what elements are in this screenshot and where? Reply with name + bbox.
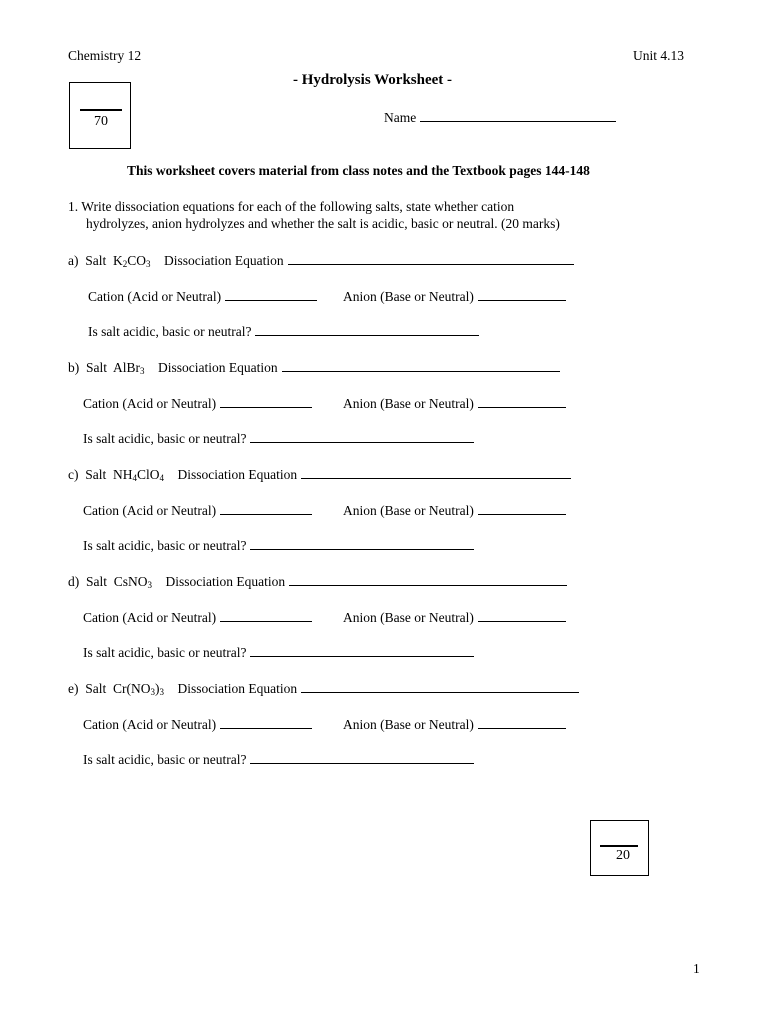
- unit-label: Unit 4.13: [633, 48, 685, 63]
- section-marks: 20: [616, 848, 630, 863]
- cation-label: Cation (Acid or Neutral): [83, 610, 217, 625]
- dissociation-label: Dissociation Equation: [177, 681, 298, 696]
- acidity-label: Is salt acidic, basic or neutral?: [83, 752, 247, 767]
- cation-blank[interactable]: [220, 395, 312, 408]
- salt-letter: d): [68, 574, 80, 589]
- anion-label: Anion (Base or Neutral): [343, 503, 474, 518]
- salt-formula: CsNO$_3$: [113, 574, 153, 590]
- total-marks: 70: [94, 114, 108, 129]
- anion-label: Anion (Base or Neutral): [343, 289, 474, 304]
- score-line: [600, 845, 638, 847]
- cation-row: [88, 288, 317, 305]
- anion-row: [343, 502, 566, 519]
- anion-row: [343, 395, 566, 412]
- name-label: Name: [384, 110, 417, 125]
- cation-blank[interactable]: [225, 288, 317, 301]
- dissociation-blank[interactable]: [289, 573, 567, 586]
- salt-prefix: Salt: [85, 681, 107, 696]
- salt-row: [68, 252, 574, 269]
- salt-row: [68, 359, 560, 376]
- total-marks-box: [69, 82, 131, 149]
- anion-row: [343, 288, 566, 305]
- dissociation-label: Dissociation Equation: [177, 467, 298, 482]
- salt-letter: e): [68, 681, 79, 696]
- dissociation-blank[interactable]: [301, 466, 571, 479]
- page-number: 1: [693, 961, 700, 976]
- page-title: - Hydrolysis Worksheet -: [293, 72, 453, 88]
- anion-blank[interactable]: [478, 502, 566, 515]
- cation-row: [83, 716, 312, 733]
- salt-prefix: Salt: [86, 574, 108, 589]
- acidity-blank[interactable]: [250, 751, 474, 764]
- acidity-blank[interactable]: [250, 430, 474, 443]
- acidity-blank[interactable]: [255, 323, 479, 336]
- salt-prefix: Salt: [85, 253, 107, 268]
- acidity-blank[interactable]: [250, 537, 474, 550]
- cation-blank[interactable]: [220, 502, 312, 515]
- acidity-label: Is salt acidic, basic or neutral?: [83, 538, 247, 553]
- dissociation-label: Dissociation Equation: [164, 253, 284, 268]
- salt-letter: b): [68, 360, 80, 375]
- cation-label: Cation (Acid or Neutral): [83, 396, 217, 411]
- cation-label: Cation (Acid or Neutral): [88, 289, 222, 304]
- acidity-row: [83, 644, 474, 661]
- section-marks-box: [590, 820, 649, 876]
- anion-label: Anion (Base or Neutral): [343, 717, 474, 732]
- cation-row: [83, 502, 312, 519]
- salt-row: [68, 466, 571, 483]
- dissociation-label: Dissociation Equation: [165, 574, 286, 589]
- acidity-label: Is salt acidic, basic or neutral?: [83, 645, 247, 660]
- dissociation-blank[interactable]: [301, 680, 579, 693]
- anion-blank[interactable]: [478, 395, 566, 408]
- salt-prefix: Salt: [86, 360, 108, 375]
- cation-row: [83, 395, 312, 412]
- acidity-row: [83, 430, 474, 447]
- anion-blank[interactable]: [478, 609, 566, 622]
- salt-formula: $K_2CO_3$: [113, 253, 151, 269]
- salt-prefix: Salt: [85, 467, 107, 482]
- salt-formula: AlBr$_3$: [113, 360, 145, 376]
- anion-blank[interactable]: [478, 288, 566, 301]
- salt-letter: a): [68, 253, 79, 268]
- dissociation-blank[interactable]: [282, 359, 560, 372]
- acidity-row: [83, 751, 474, 768]
- salt-row: [68, 680, 579, 697]
- cation-blank[interactable]: [220, 609, 312, 622]
- acidity-label: Is salt acidic, basic or neutral?: [88, 324, 252, 339]
- dissociation-blank[interactable]: [288, 252, 574, 265]
- question-1-line-1: 1. Write dissociation equations for each of the following salts, state whether cation: [68, 199, 515, 214]
- anion-blank[interactable]: [478, 716, 566, 729]
- course-label: Chemistry 12: [68, 48, 142, 63]
- acidity-row: [88, 323, 479, 340]
- cation-row: [83, 609, 312, 626]
- salt-letter: c): [68, 467, 79, 482]
- anion-row: [343, 716, 566, 733]
- salt-formula: $NH_4ClO_4$: [113, 467, 165, 483]
- dissociation-label: Dissociation Equation: [158, 360, 278, 375]
- name-field[interactable]: [384, 109, 616, 126]
- acidity-label: Is salt acidic, basic or neutral?: [83, 431, 247, 446]
- salt-row: [68, 573, 567, 590]
- cation-blank[interactable]: [220, 716, 312, 729]
- anion-label: Anion (Base or Neutral): [343, 396, 474, 411]
- question-1-line-2: hydrolyzes, anion hydrolyzes and whether the salt is acidic, basic or neutral. (20 marks): [86, 216, 560, 231]
- acidity-row: [83, 537, 474, 554]
- anion-row: [343, 609, 566, 626]
- salt-formula: $Cr(NO_3)_3$: [113, 681, 165, 697]
- cation-label: Cation (Acid or Neutral): [83, 503, 217, 518]
- anion-label: Anion (Base or Neutral): [343, 610, 474, 625]
- acidity-blank[interactable]: [250, 644, 474, 657]
- intro-text: This worksheet covers material from class notes and the Textbook pages 144-148: [127, 163, 590, 178]
- name-blank[interactable]: [420, 109, 616, 122]
- cation-label: Cation (Acid or Neutral): [83, 717, 217, 732]
- score-line: [80, 109, 122, 111]
